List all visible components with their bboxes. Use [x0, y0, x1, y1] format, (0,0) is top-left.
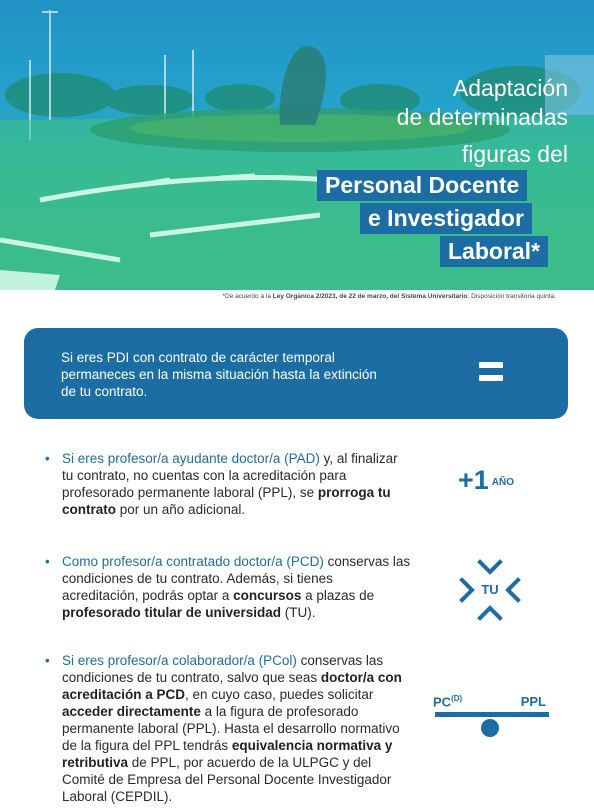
- section-bold: prorroga tu contrato: [62, 485, 391, 517]
- section-lead: Si eres profesor/a ayudante doctor/a (PAD): [62, 451, 320, 466]
- tu-arrows-icon: [458, 558, 522, 622]
- section-bold: doctor/a con acreditación a PCD: [62, 670, 402, 702]
- section-lead: Como profesor/a contratado doctor/a (PCD): [62, 554, 324, 569]
- section-text: a plazas de: [301, 588, 375, 603]
- section-bold: equivalencia normativa y retributiva: [62, 738, 393, 770]
- hero-title-line-1: Adaptación: [452, 75, 568, 101]
- ppl-label: PPL: [520, 694, 546, 709]
- year-label: AÑO: [491, 477, 515, 488]
- section-pcd: [45, 553, 412, 621]
- section-text: conservas las condiciones de tu contrato, salvo que seas: [62, 653, 384, 685]
- equals-icon: [479, 362, 503, 388]
- tu-label: TU: [481, 582, 499, 597]
- footnote-law: Ley Orgánica 2/2023, de 22 de marzo, del Sistema Universitario: [272, 293, 468, 300]
- scale-beam-icon: [433, 690, 551, 740]
- hero-title-bold-1: Personal Docente: [317, 170, 527, 201]
- hero-title-bold-2: e Investigador: [360, 203, 532, 234]
- hero-title-line-2: de determinadas: [396, 104, 568, 130]
- section-text: conservas las condiciones de tu contrato. Además, si tienes acreditación, podrás optar a: [62, 554, 411, 603]
- section-bold: acceder directamente: [62, 704, 201, 719]
- section-bold: concursos: [233, 588, 302, 603]
- section-bold: profesorado titular de universidad: [62, 605, 282, 620]
- section-text: , en cuyo caso, puedes solicitar: [185, 687, 374, 702]
- plus-one-year-icon: [458, 465, 514, 496]
- section-lead: Si eres profesor/a colaborador/a (PCol): [62, 653, 297, 668]
- bullet: •: [45, 554, 50, 569]
- bullet: •: [45, 451, 50, 466]
- banner-text: Si eres PDI con contrato de carácter temporal permaneces en la misma situación hasta la extinción de tu contrato.: [61, 350, 377, 399]
- hero-banner: [0, 0, 594, 290]
- section-pcol: [45, 652, 412, 805]
- footnote-post: : Disposición transitoria quinta.: [467, 293, 556, 300]
- bullet: •: [45, 653, 50, 668]
- pc-text: PC: [433, 694, 452, 710]
- section-text: (TU).: [281, 605, 316, 620]
- section-text: de PPL, por acuerdo de la ULPGC y del Comité de Empresa del Personal Docente Investigador Laboral (CEPDIL).: [62, 755, 392, 804]
- section-text: y, al finalizar tu contrato, no cuentas con la acreditación para profesorado permanente laboral (PPL), se: [62, 451, 398, 500]
- pc-sup: (D): [451, 694, 463, 703]
- section-pad: [45, 450, 412, 518]
- footnote: [0, 293, 556, 300]
- hero-title-line-3: figuras del: [461, 141, 568, 167]
- footnote-pre: *De acuerdo a la: [222, 293, 273, 300]
- temporary-contract-banner: [24, 328, 568, 419]
- plus-one-label: +1: [458, 465, 489, 495]
- section-text: a la figura de profesorado permanente laboral (PPL). Hasta el desarrollo normativo de la figura del PPL tendrás: [62, 704, 400, 753]
- balance-scale-icon: [433, 690, 551, 740]
- section-text: por un año adicional.: [116, 502, 246, 517]
- hero-title-bold-3: Laboral*: [440, 236, 548, 267]
